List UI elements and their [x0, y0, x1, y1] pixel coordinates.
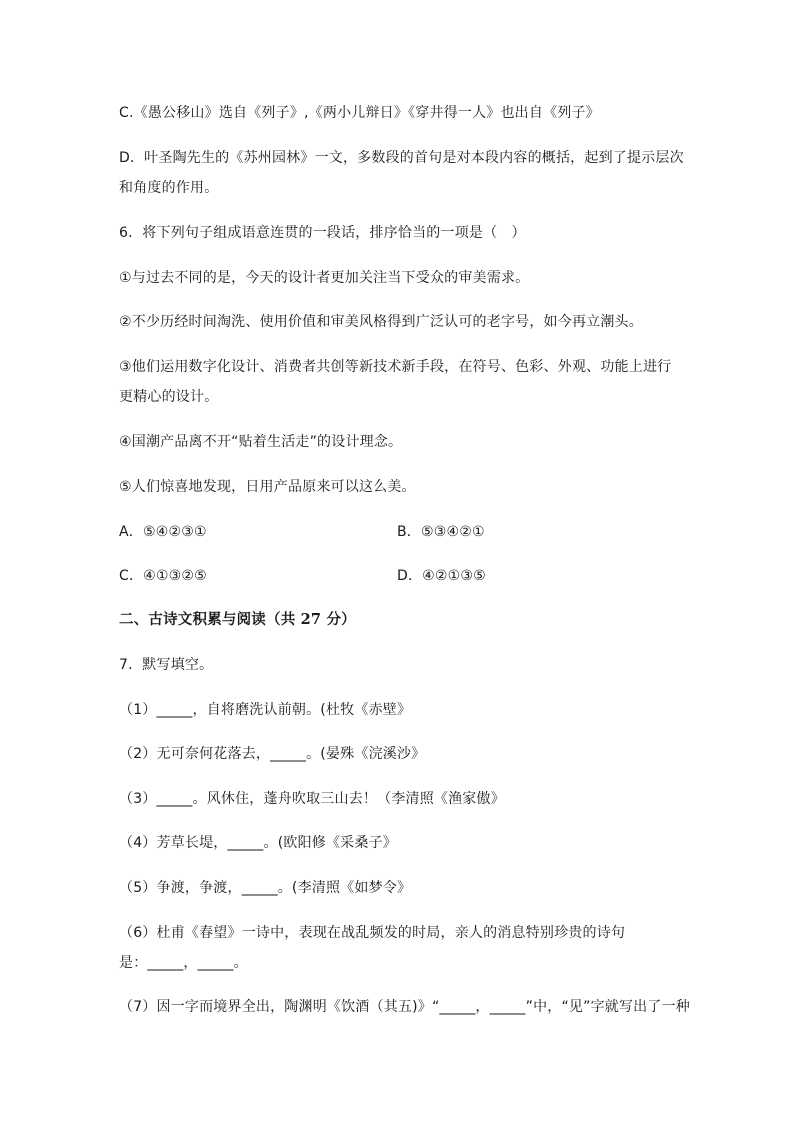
sentence-1: ①与过去不同的是，今天的设计者更加关注当下受众的审美需求。: [119, 270, 530, 286]
question-7-part-6-line1: （6）杜甫《春望》一诗中，表现在战乱频发的时局，亲人的消息特别珍贵的诗句: [119, 925, 626, 941]
option-d-text-line2: 和角度的作用。: [119, 180, 219, 196]
question-7-part-2: （2）无可奈何花落去，_____。(晏殊《浣溪沙》: [119, 746, 426, 762]
question-7-part-4: （4）芳草长堤，_____。(欧阳修《采桑子》: [119, 835, 397, 851]
sentence-3-line2: 更精心的设计。: [119, 389, 219, 405]
answer-option-b: B．⑤③④②①: [397, 524, 485, 540]
answer-option-a: A．⑤④②③①: [119, 524, 207, 540]
sentence-2: ②不少历经时间淘洗、使用价值和审美风格得到广泛认可的老字号，如今再立潮头。: [119, 314, 643, 330]
question-7-part-6-line2: 是：_____，_____。: [119, 955, 248, 971]
sentence-4: ④国潮产品离不开“贴着生活走”的设计理念。: [119, 434, 403, 450]
section-2-heading: 二、古诗文积累与阅读（共 27 分）: [119, 611, 356, 628]
answer-option-d: D．④②①③⑤: [397, 568, 486, 584]
question-6-stem: 6．将下列句子组成语意连贯的一段话，排序恰当的一项是（ ）: [119, 225, 526, 241]
question-7-part-1: （1）_____，自将磨洗认前朝。(杜牧《赤壁》: [119, 702, 412, 718]
option-d-text-line1: D．叶圣陶先生的《苏州园林》一文，多数段的首句是对本段内容的概括，起到了提示层次: [119, 150, 684, 166]
question-7-part-5: （5）争渡，争渡，_____。(李清照《如梦令》: [119, 880, 412, 896]
sentence-5: ⑤人们惊喜地发现，日用产品原来可以这么美。: [119, 479, 416, 495]
option-c-text: C.《愚公移山》选自《列子》,《两小儿辩日》《穿井得一人》也出自《列子》: [119, 105, 600, 121]
answer-option-c: C．④①③②⑤: [119, 568, 207, 584]
sentence-3-line1: ③他们运用数字化设计、消费者共创等新技术新手段，在符号、色彩、外观、功能上进行: [119, 359, 672, 375]
question-7-stem: 7．默写填空。: [119, 657, 214, 673]
question-7-part-3: （3）_____。风休住，蓬舟吹取三山去！（李清照《渔家傲》: [119, 791, 505, 807]
question-7-part-7: （7）因一字而境界全出，陶渊明《饮酒（其五)》“_____，_____”中，“见”字就写出了一种: [119, 999, 690, 1015]
